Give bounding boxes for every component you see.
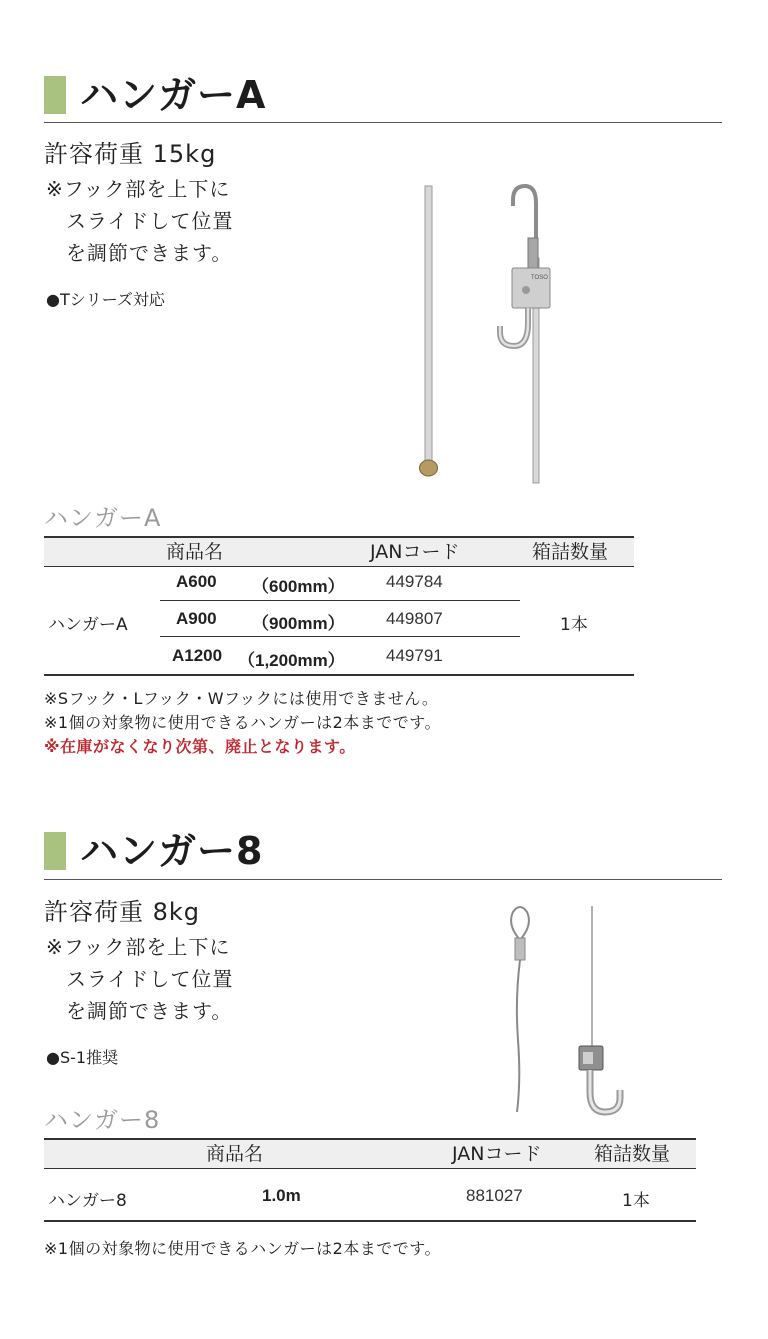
- load-capacity: 許容荷重 15kg: [44, 140, 217, 168]
- note-line: スライドして位置: [66, 967, 234, 991]
- section-rule: [44, 879, 722, 880]
- header-product: 商品名: [206, 1143, 264, 1165]
- group-label: ハンガーA: [48, 615, 128, 635]
- length-cell: （600mm）: [252, 577, 345, 596]
- hanger-8-illustration: [495, 900, 645, 1125]
- header-qty: 箱詰数量: [532, 541, 609, 563]
- section-title: ハンガー8: [80, 829, 264, 873]
- jan-cell: 449791: [386, 646, 443, 665]
- discontinued-note: ※在庫がなくなり次第、廃止となります。: [44, 737, 356, 756]
- model-cell: A1200: [172, 646, 223, 665]
- footnote: ※1個の対象物に使用できるハンガーは2本までです。: [44, 713, 441, 732]
- table-bottom-rule: [44, 1220, 696, 1222]
- load-capacity: 許容荷重 8kg: [44, 898, 201, 926]
- table-header: [44, 1140, 696, 1168]
- qty-cell: 1本: [622, 1191, 650, 1211]
- brand-label: TOSO: [531, 275, 548, 281]
- jan-cell: 449807: [386, 609, 443, 628]
- table-header-rule: [44, 1168, 696, 1169]
- section-title: ハンガーA: [80, 73, 267, 117]
- model-cell: A600: [176, 572, 217, 591]
- model-cell: 1.0m: [262, 1186, 301, 1205]
- table-title: ハンガー8: [44, 1106, 161, 1134]
- header-jan: JANコード: [370, 541, 460, 563]
- note-line: ※フック部を上下に: [46, 177, 231, 201]
- length-cell: （900mm）: [252, 614, 345, 633]
- qty-cell: 1本: [560, 615, 588, 635]
- header-jan: JANコード: [452, 1143, 542, 1165]
- footnote: ※1個の対象物に使用できるハンガーは2本までです。: [44, 1239, 441, 1258]
- model-cell: A900: [176, 609, 217, 628]
- jan-cell: 881027: [466, 1186, 523, 1205]
- table-bottom-rule: [44, 674, 634, 676]
- table-title: ハンガーA: [44, 504, 162, 532]
- series-bullet: ●Tシリーズ対応: [46, 290, 165, 309]
- section-accent-bar: [44, 76, 66, 114]
- header-product: 商品名: [166, 541, 224, 563]
- hanger-a-illustration: [400, 178, 580, 488]
- recommend-bullet: ●S-1推奨: [46, 1048, 119, 1067]
- section-accent-bar: [44, 832, 66, 870]
- note-line: を調節できます。: [66, 241, 233, 265]
- product-name-cell: ハンガー8: [48, 1191, 127, 1211]
- note-line: を調節できます。: [66, 999, 233, 1023]
- table-header: [44, 538, 634, 566]
- header-qty: 箱詰数量: [594, 1143, 671, 1165]
- note-line: スライドして位置: [66, 209, 234, 233]
- length-cell: （1,200mm）: [238, 651, 345, 670]
- section-rule: [44, 122, 722, 123]
- footnote: ※Sフック・Lフック・Wフックには使用できません。: [44, 689, 439, 708]
- note-line: ※フック部を上下に: [46, 935, 231, 959]
- jan-cell: 449784: [386, 572, 443, 591]
- row-rule: [160, 636, 520, 637]
- table-header-rule: [44, 566, 634, 567]
- row-rule: [160, 600, 520, 601]
